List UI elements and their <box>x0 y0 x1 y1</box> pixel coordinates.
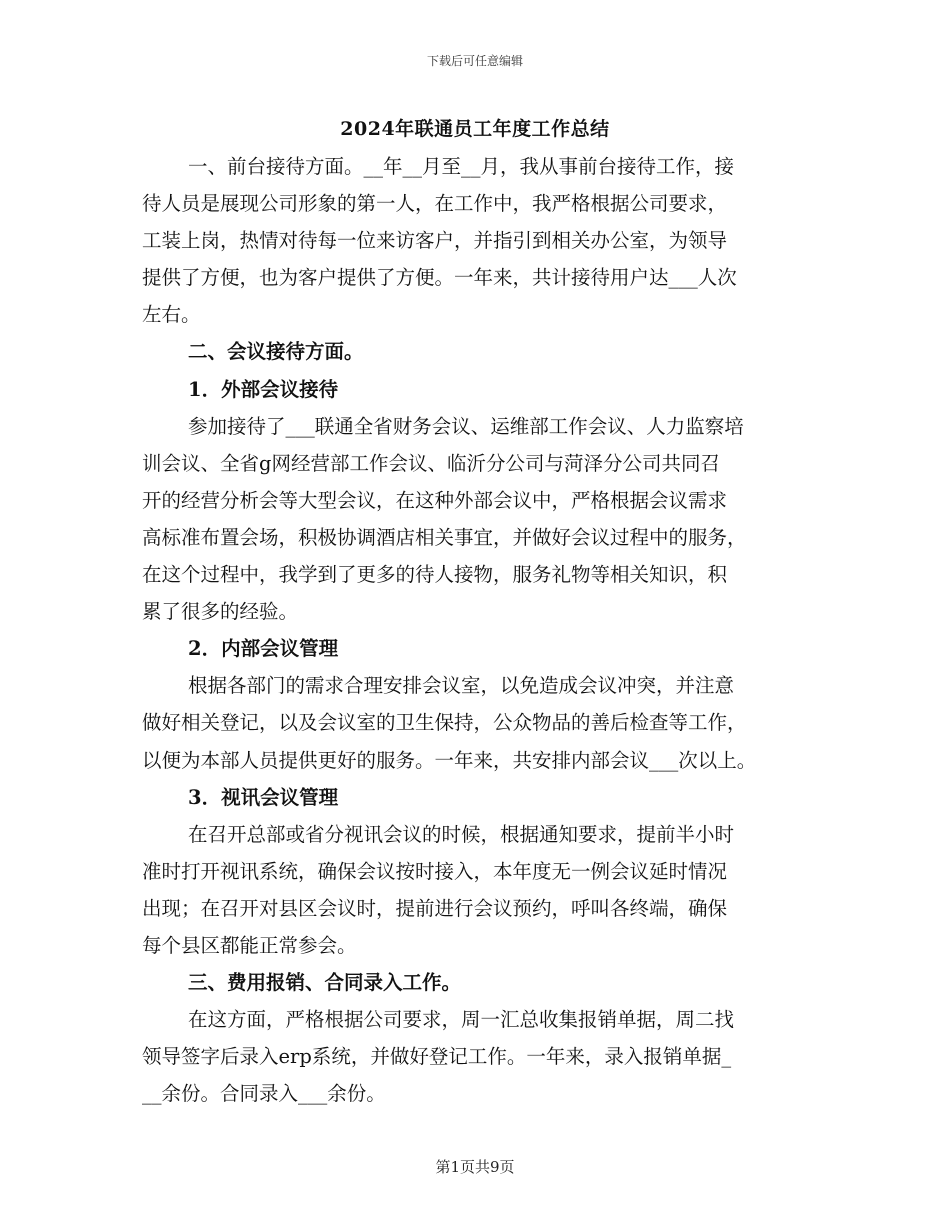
paragraph-line: 出现；在召开对县区会议时，提前进行会议预约，呼叫各终端，确保 <box>142 896 728 920</box>
paragraph-line: 做好相关登记，以及会议室的卫生保持，公众物品的善后检查等工作， <box>142 711 747 735</box>
page-number-footer: 第1页共9页 <box>435 1158 515 1176</box>
paragraph-line: 左右。 <box>142 303 201 327</box>
paragraph-line: 工装上岗，热情对待每一位来访客户，并指引到相关办公室，为领导 <box>142 229 728 253</box>
document-title: 2024年联通员工年度工作总结 <box>340 118 610 140</box>
paragraph-line: 累了很多的经验。 <box>142 600 299 624</box>
paragraph-line: 在召开总部或省分视讯会议的时候，根据通知要求，提前半小时 <box>188 822 735 846</box>
paragraph-line: 高标准布置会场，积极协调酒店相关事宜，并做好会议过程中的服务， <box>142 525 747 549</box>
paragraph-line: 待人员是展现公司形象的第一人，在工作中，我严格根据公司要求， <box>142 192 728 216</box>
paragraph-line: 以便为本部人员提供更好的服务。一年来，共安排内部会议___次以上。 <box>142 748 757 772</box>
paragraph-line: __余份。合同录入___余份。 <box>142 1082 386 1106</box>
page-header-note: 下载后可任意编辑 <box>426 54 523 68</box>
subsection-heading: 3．视讯会议管理 <box>188 785 339 809</box>
paragraph-line: 开的经营分析会等大型会议，在这种外部会议中，严格根据会议需求 <box>142 488 728 512</box>
subsection-heading: 2．内部会议管理 <box>188 637 339 661</box>
document-body <box>142 148 807 1112</box>
paragraph-line: 提供了方便，也为客户提供了方便。一年来，共计接待用户达___人次 <box>142 266 737 290</box>
paragraph-line: 一、前台接待方面。__年__月至__月，我从事前台接待工作，接 <box>188 155 735 178</box>
paragraph-line: 领导签字后录入erp系统，并做好登记工作。一年来，录入报销单据_ <box>142 1045 732 1069</box>
paragraph-line: 训会议、全省g网经营部工作会议、临沂分公司与菏泽分公司共同召 <box>142 451 720 475</box>
paragraph-line: 每个县区都能正常参会。 <box>142 933 357 957</box>
section-heading: 二、会议接待方面。 <box>188 340 364 364</box>
section-heading: 三、费用报销、合同录入工作。 <box>188 971 462 995</box>
paragraph-line: 在这个过程中，我学到了更多的待人接物，服务礼物等相关知识，积 <box>142 563 728 587</box>
subsection-heading: 1．外部会议接待 <box>188 377 339 401</box>
paragraph-line: 根据各部门的需求合理安排会议室，以免造成会议冲突，并注意 <box>188 674 735 698</box>
paragraph-line: 在这方面，严格根据公司要求，周一汇总收集报销单据，周二找 <box>188 1008 735 1032</box>
paragraph-line: 准时打开视讯系统，确保会议按时接入，本年度无一例会议延时情况 <box>142 859 728 883</box>
paragraph-line: 参加接待了___联通全省财务会议、运维部工作会议、人力监察培 <box>188 414 744 438</box>
